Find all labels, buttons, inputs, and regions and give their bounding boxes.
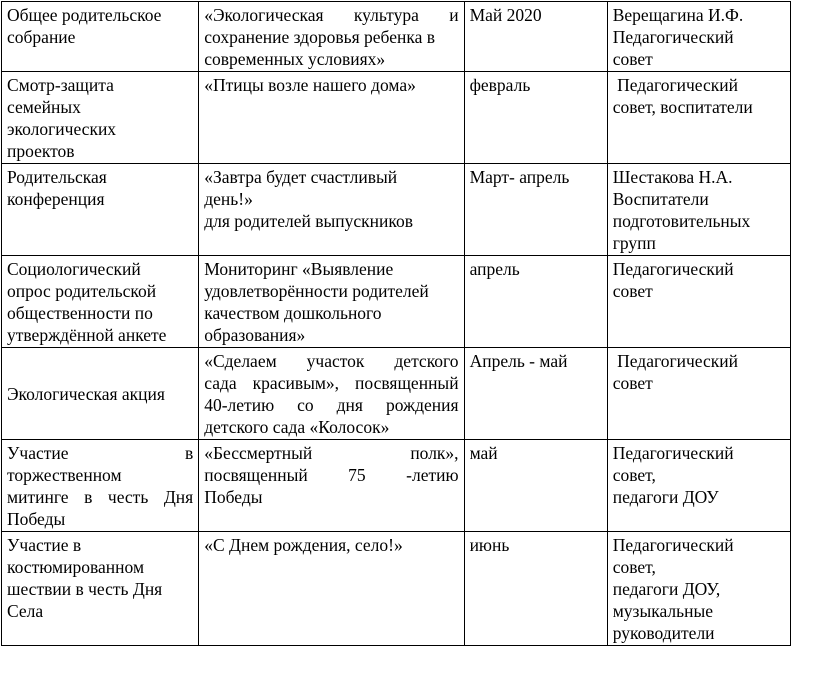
cell-line: Воспитатели <box>612 189 709 209</box>
table-row <box>2 2 791 72</box>
cell-line: совет, <box>612 557 656 577</box>
cell-line: торжественном <box>7 465 122 485</box>
cell-line: Победы <box>7 509 66 529</box>
cell-line: совет <box>612 49 653 69</box>
cell-line: собрание <box>7 27 76 47</box>
date-cell: апрель <box>464 256 607 348</box>
cell-line: Экологическая акция <box>7 384 165 404</box>
cell-line: опрос родительской <box>7 281 157 301</box>
table-row <box>2 532 791 646</box>
cell-line: «Экологическая культура и <box>204 5 459 25</box>
cell-line: 40-летию со дня рождения <box>204 395 459 415</box>
topic-cell <box>199 256 464 348</box>
cell-line: удовлетворённости родителей <box>204 281 429 301</box>
topic-cell <box>199 164 464 256</box>
event-cell <box>2 2 199 72</box>
table-row <box>2 164 791 256</box>
cell-line: сада красивым», посвященный <box>204 373 459 393</box>
cell-line: Участие в <box>7 535 82 555</box>
cell-line: экологических <box>7 119 117 139</box>
event-cell <box>2 532 199 646</box>
date-cell: май <box>464 440 607 532</box>
cell-line: «Сделаем участок детского <box>204 351 459 371</box>
table-row <box>2 348 791 440</box>
cell-line: Участие в <box>7 443 194 463</box>
event-cell <box>2 164 199 256</box>
cell-line: современных условиях» <box>204 49 386 69</box>
cell-line: педагоги ДОУ <box>612 487 719 507</box>
cell-line: Социологический <box>7 259 141 279</box>
cell-line: для родителей выпускников <box>204 211 413 231</box>
topic-cell <box>199 72 464 164</box>
cell-line: Села <box>7 601 44 621</box>
event-cell <box>2 72 199 164</box>
cell-line: подготовительных <box>612 211 751 231</box>
cell-line: Педагогический <box>612 75 738 95</box>
cell-line: посвященный 75 -летию <box>204 465 459 485</box>
cell-line: костюмированном <box>7 557 145 577</box>
responsible-cell <box>607 164 790 256</box>
date-cell: февраль <box>464 72 607 164</box>
table-row <box>2 256 791 348</box>
event-cell <box>2 348 199 440</box>
cell-line: качеством дошкольного <box>204 303 382 323</box>
topic-cell <box>199 2 464 72</box>
date-cell: Март- апрель <box>464 164 607 256</box>
responsible-cell <box>607 256 790 348</box>
cell-line: день!» <box>204 189 253 209</box>
cell-line: Педагогический <box>612 27 734 47</box>
cell-line: групп <box>612 233 656 253</box>
cell-line: конференция <box>7 189 105 209</box>
responsible-cell <box>607 2 790 72</box>
responsible-cell <box>607 72 790 164</box>
cell-line: совет <box>612 281 653 301</box>
cell-line: сохранение здоровья ребенка в <box>204 27 435 47</box>
responsible-cell <box>607 440 790 532</box>
cell-line: митинге в честь Дня <box>7 487 194 507</box>
cell-line: Педагогический <box>612 535 734 555</box>
cell-line: Шестакова Н.А. <box>612 167 733 187</box>
cell-line: руководители <box>612 623 715 643</box>
cell-line: Победы <box>204 487 263 507</box>
cell-line: Верещагина И.Ф. <box>612 5 744 25</box>
table-row <box>2 440 791 532</box>
date-cell: июнь <box>464 532 607 646</box>
cell-line: шествии в честь Дня <box>7 579 163 599</box>
responsible-cell <box>607 532 790 646</box>
topic-cell <box>199 532 464 646</box>
events-table <box>1 1 791 646</box>
date-cell: Май 2020 <box>464 2 607 72</box>
cell-line: «Птицы возле нашего дома» <box>204 75 416 95</box>
cell-line: «Бессмертный полк», <box>204 443 459 463</box>
event-cell <box>2 440 199 532</box>
cell-line: музыкальные <box>612 601 713 621</box>
cell-line: образования» <box>204 325 306 345</box>
cell-line: Педагогический <box>612 443 734 463</box>
event-cell <box>2 256 199 348</box>
date-cell: Апрель - май <box>464 348 607 440</box>
topic-cell <box>199 348 464 440</box>
cell-line: Педагогический <box>612 351 738 371</box>
topic-cell <box>199 440 464 532</box>
cell-line: Смотр-защита <box>7 75 114 95</box>
cell-line: «Завтра будет счастливый <box>204 167 398 187</box>
cell-line: Общее родительское <box>7 5 162 25</box>
cell-line: детского сада «Колосок» <box>204 417 390 437</box>
cell-line: Родительская <box>7 167 107 187</box>
cell-line: семейных <box>7 97 81 117</box>
cell-line: утверждённой анкете <box>7 325 167 345</box>
cell-line: педагоги ДОУ, <box>612 579 721 599</box>
cell-line: «С Днем рождения, село!» <box>204 535 403 555</box>
cell-line: совет, <box>612 465 656 485</box>
cell-line: общественности по <box>7 303 153 323</box>
cell-line: Педагогический <box>612 259 734 279</box>
responsible-cell <box>607 348 790 440</box>
cell-line: совет <box>612 373 653 393</box>
cell-line: Мониторинг «Выявление <box>204 259 394 279</box>
cell-line: проектов <box>7 141 75 161</box>
table-row <box>2 72 791 164</box>
cell-line: совет, воспитатели <box>612 97 753 117</box>
